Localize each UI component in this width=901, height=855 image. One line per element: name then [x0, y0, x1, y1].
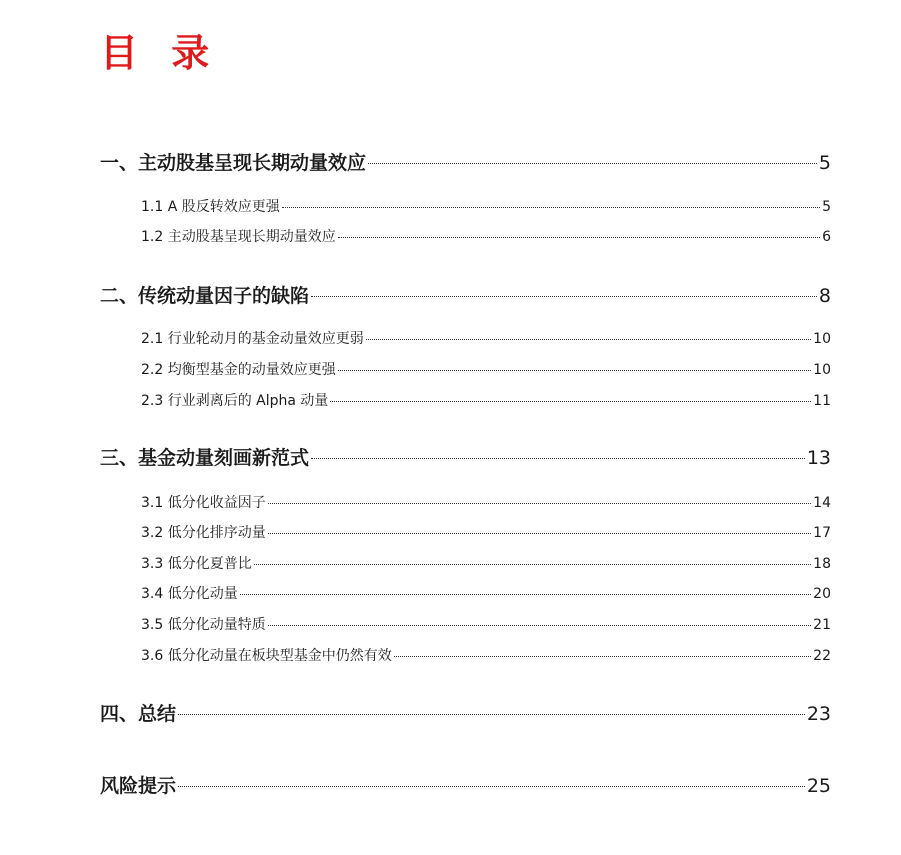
- dot-leader: [311, 296, 817, 297]
- toc-item-2-2[interactable]: [141, 359, 831, 379]
- toc-page-number: 10: [813, 331, 831, 347]
- dot-leader: [178, 786, 805, 787]
- toc-section-label: 三、基金动量刻画新范式: [100, 447, 310, 469]
- toc-section-risk[interactable]: [100, 771, 831, 797]
- toc-item-3-3[interactable]: [141, 553, 831, 573]
- dot-leader: [240, 594, 811, 595]
- toc-section-4[interactable]: [100, 699, 831, 725]
- dot-leader: [268, 503, 811, 504]
- dot-leader: [330, 401, 811, 402]
- toc-item-1-1[interactable]: [141, 196, 831, 216]
- dot-leader: [268, 625, 811, 626]
- toc-page-number: 6: [822, 229, 831, 245]
- dot-leader: [178, 714, 805, 715]
- toc-item-label: 3.4 低分化动量: [141, 586, 238, 602]
- toc-section-label: 四、总结: [100, 703, 177, 725]
- toc-page-number: 23: [806, 703, 831, 725]
- dot-leader: [394, 656, 811, 657]
- dot-leader: [254, 564, 811, 565]
- dot-leader: [268, 533, 811, 534]
- toc-page-number: 5: [818, 152, 831, 174]
- toc-page-number: 17: [813, 525, 831, 541]
- toc-section-label: 风险提示: [100, 775, 177, 797]
- dot-leader: [282, 207, 820, 208]
- toc-item-label: 3.1 低分化收益因子: [141, 495, 266, 511]
- toc-item-label: 3.6 低分化动量在板块型基金中仍然有效: [141, 648, 392, 664]
- toc-item-label: 3.2 低分化排序动量: [141, 525, 266, 541]
- toc-item-3-4[interactable]: [141, 583, 831, 603]
- toc-item-3-6[interactable]: [141, 645, 831, 665]
- toc-item-label: 1.1 A 股反转效应更强: [141, 199, 280, 215]
- toc-page-number: 18: [813, 556, 831, 572]
- toc-item-label: 3.3 低分化夏普比: [141, 556, 252, 572]
- toc-section-label: 二、传统动量因子的缺陷: [100, 285, 310, 307]
- toc-item-label: 1.2 主动股基呈现长期动量效应: [141, 229, 336, 245]
- toc-item-3-2[interactable]: [141, 522, 831, 542]
- toc-page-number: 5: [822, 199, 831, 215]
- dot-leader: [311, 458, 805, 459]
- toc-section-3[interactable]: [100, 443, 831, 469]
- dot-leader: [368, 163, 817, 164]
- toc-item-3-5[interactable]: [141, 614, 831, 634]
- toc-item-label: 2.2 均衡型基金的动量效应更强: [141, 362, 336, 378]
- toc-page-number: 13: [806, 447, 831, 469]
- toc-item-3-1[interactable]: [141, 492, 831, 512]
- toc-item-2-3[interactable]: [141, 390, 831, 410]
- toc-section-1[interactable]: [100, 148, 831, 174]
- toc-item-label: 2.1 行业轮动月的基金动量效应更弱: [141, 331, 364, 347]
- toc-page-number: 14: [813, 495, 831, 511]
- toc-item-label: 3.5 低分化动量特质: [141, 617, 266, 633]
- toc-page-number: 20: [813, 586, 831, 602]
- toc-page-number: 10: [813, 362, 831, 378]
- dot-leader: [338, 370, 811, 371]
- dot-leader: [366, 339, 811, 340]
- toc-section-2[interactable]: [100, 281, 831, 307]
- toc-item-2-1[interactable]: [141, 328, 831, 348]
- toc-title: 目 录: [100, 31, 220, 75]
- toc-item-1-2[interactable]: [141, 226, 831, 246]
- toc-item-label: 2.3 行业剥离后的 Alpha 动量: [141, 393, 329, 409]
- toc-page-number: 8: [818, 285, 831, 307]
- toc-section-label: 一、主动股基呈现长期动量效应: [100, 152, 367, 174]
- toc-page-number: 11: [813, 393, 831, 409]
- toc-page-number: 21: [813, 617, 831, 633]
- dot-leader: [338, 237, 820, 238]
- toc-page-number: 25: [806, 775, 831, 797]
- toc-page-number: 22: [813, 648, 831, 664]
